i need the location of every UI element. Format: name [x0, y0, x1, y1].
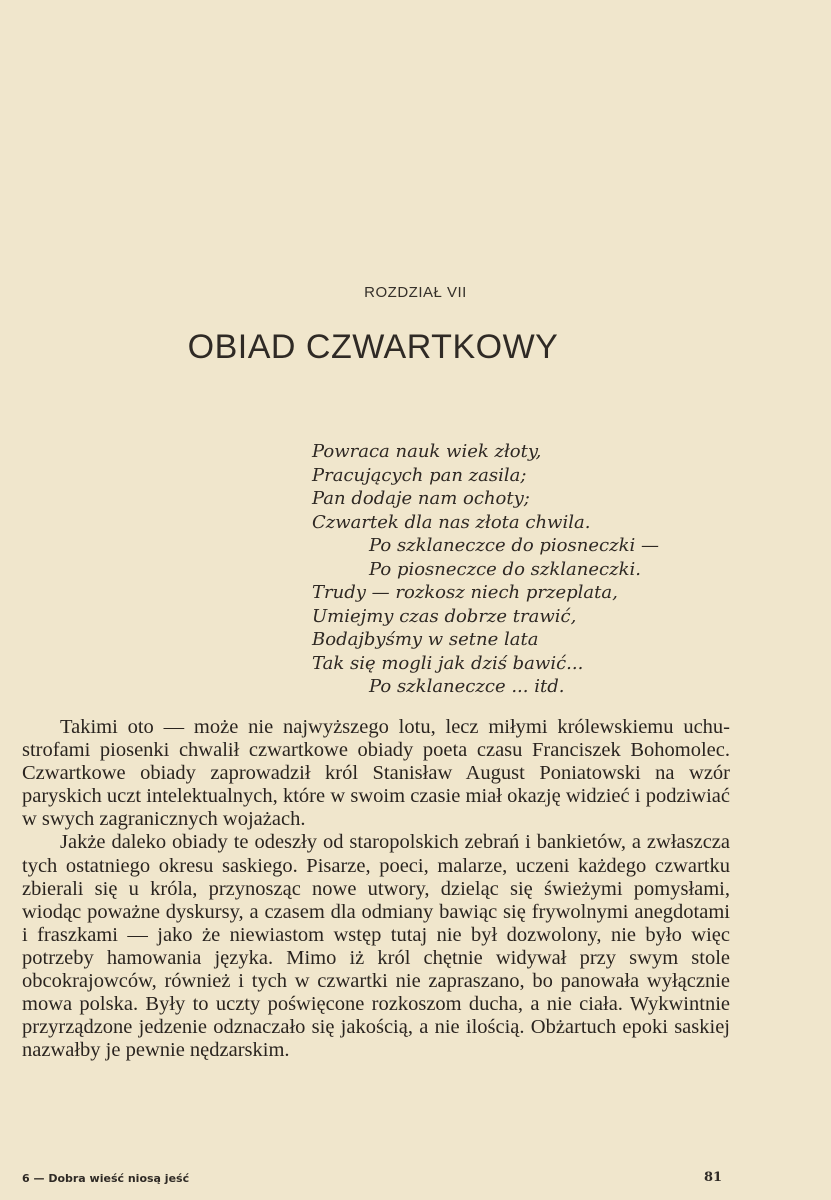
poem-refrain-line: Po piosneczce do szklaneczki.: [369, 558, 641, 580]
page-number: 81: [704, 1170, 723, 1185]
paragraph: Takimi oto — może nie najwyższego lotu, lecz miłymi królewskiemu uchu- strofami piosenki chwalił czwartkowe obiady poeta czasu Franciszek Bohomolec. Czwartkowe obiady zaprowadził król Stanisław August Poniatowski na wzór paryskich uczt intelektualnych, które w swoim czasie miał okazję widzieć i podziwiać w swych zagranicznych wojażach.: [22, 716, 730, 831]
poem-line: Pan dodaje nam ochoty;: [312, 488, 530, 509]
poem-line: Bodajbyśmy w setne lata: [312, 629, 539, 650]
poem-line: Trudy — rozkosz niech przeplata,: [312, 582, 618, 603]
poem-refrain-line: Po szklaneczce do piosneczki —: [369, 535, 659, 556]
poem-line: Pracujących pan zasila;: [312, 464, 527, 486]
paragraph: Jakże daleko obiady te odeszły od staropolskich zebrań i bankietów, a zwłaszcza tych ostatniego okresu saskiego. Pisarze, poeci, malarze, uczeni każdego czwartku zbierali się u króla, przynosząc nowe utwory, dzieląc się świeżymi pomysłami, wiodąc poważne dyskursy, a czasem dla odmiany bawiąc się frywolnymi anegdotami i fraszkami — jako że niewiastom wstęp tutaj nie był dozwolony, nie było więc potrzeby hamowania języka. Mimo iż król chętnie widywał przy swym stole obcokrajowców, również i tych w czwartki nie zapraszano, bo panowała wyłącznie mowa polska. Były to uczty poświęcone rozkoszom ducha, a nie ciała. Wykwintnie przyrządzone jedzenie odznaczało się jakością, a nie ilością. Obżartuch epoki saskiej nazwałby je pewnie nędzarskim.: [22, 831, 730, 1062]
poem-epigraph: [312, 440, 752, 699]
body-text: [22, 716, 730, 1062]
poem-line: Czwartek dla nas złota chwila.: [312, 511, 591, 533]
footer-signature: 6 — Dobra wieść niosą jeść: [22, 1172, 190, 1185]
chapter-label: ROZDZIAŁ VII: [364, 284, 467, 301]
poem-line: Tak się mogli jak dziś bawić...: [312, 652, 584, 674]
poem-line: Umiejmy czas dobrze trawić,: [312, 605, 577, 627]
poem-line: Powraca nauk wiek złoty,: [312, 441, 542, 462]
poem-refrain-line: Po szklaneczce ... itd.: [369, 676, 565, 697]
chapter-title: OBIAD CZWARTKOWY: [187, 328, 559, 366]
